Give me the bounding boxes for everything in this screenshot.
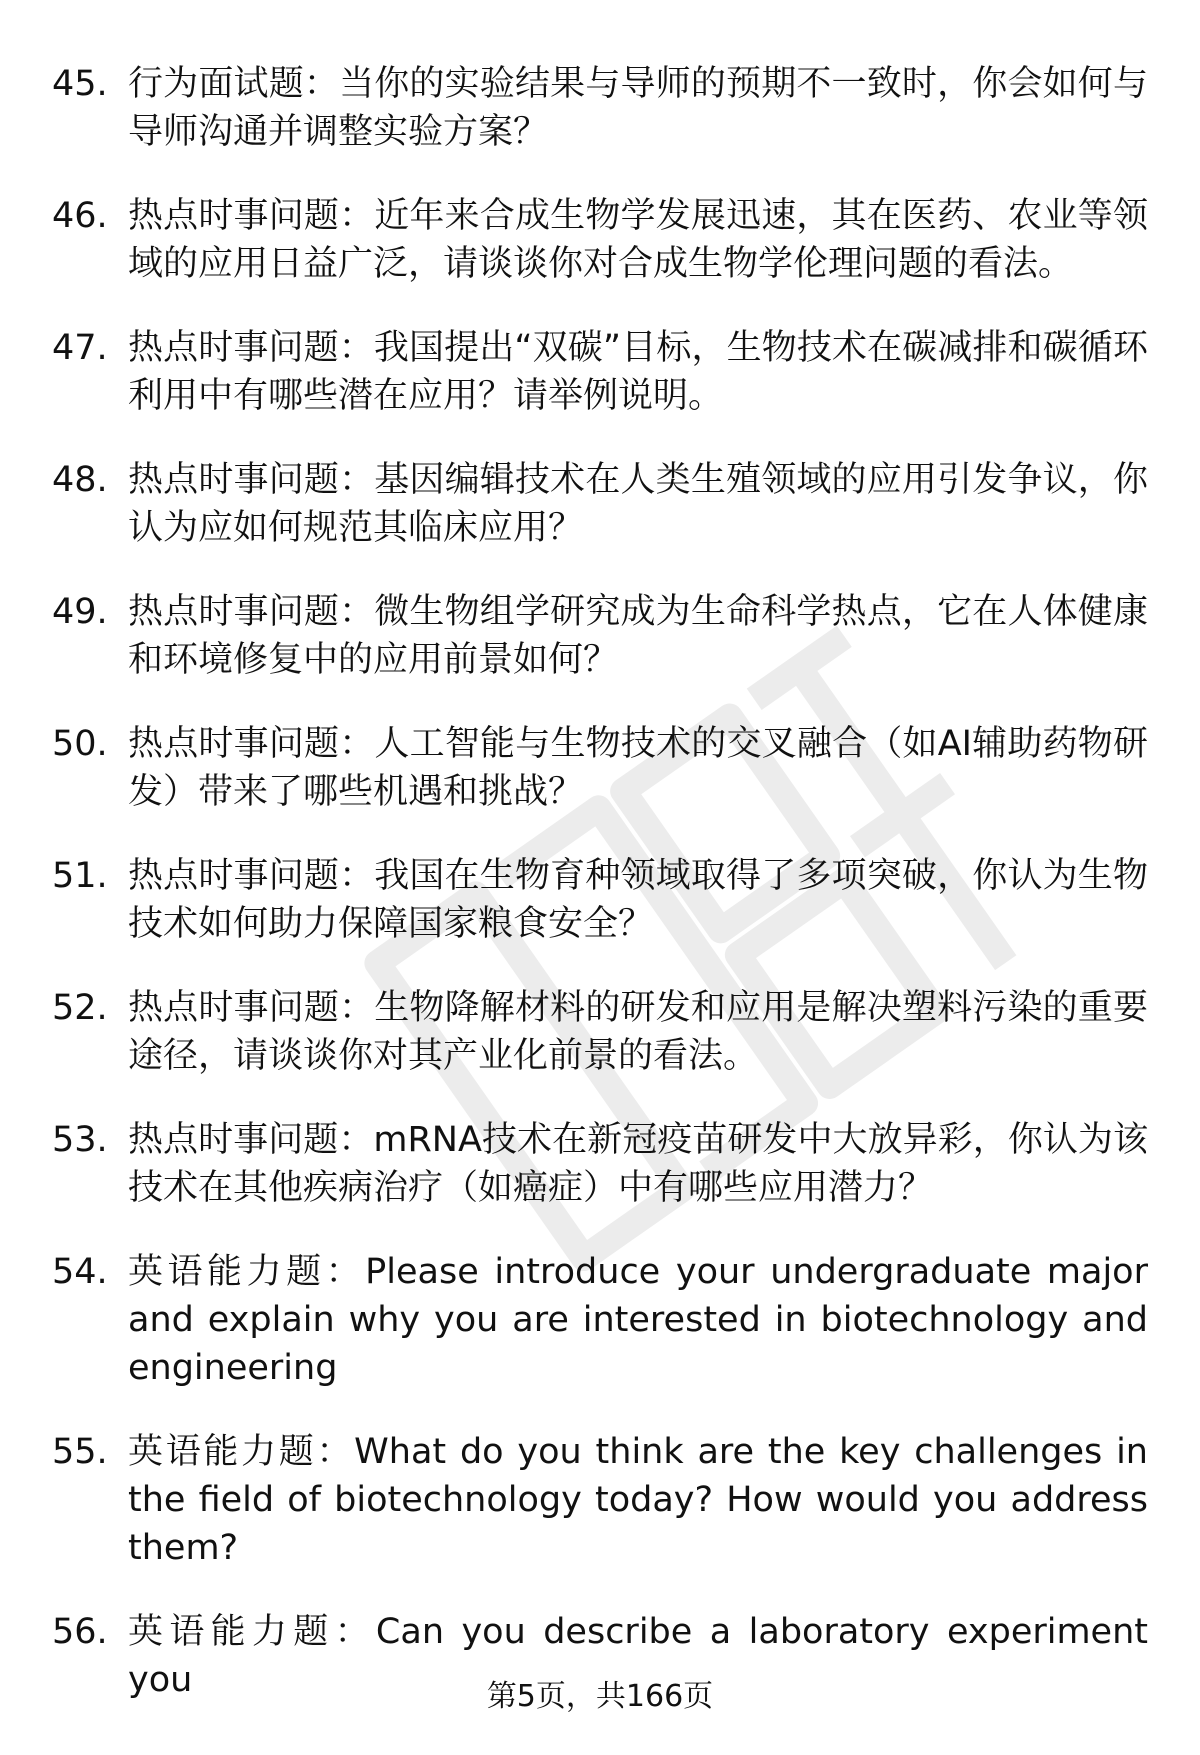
question-text: 热点时事问题：微生物组学研究成为生命科学热点，它在人体健康和环境修复中的应用前景如何？ [128,592,1148,680]
question-number: 53. [52,1120,108,1160]
question-text: 热点时事问题：mRNA技术在新冠疫苗研发中大放异彩，你认为该技术在其他疾病治疗（如癌症）中有哪些应用潜力？ [128,1120,1148,1208]
question-item-47 [0,324,1200,420]
question-number: 52. [52,988,108,1028]
question-item-54 [0,1248,1200,1392]
question-text: 热点时事问题：我国提出“双碳”目标，生物技术在碳减排和碳循环利用中有哪些潜在应用？请举例说明。 [128,328,1148,416]
question-text: 热点时事问题：近年来合成生物学发展迅速，其在医药、农业等领域的应用日益广泛，请谈谈你对合成生物学伦理问题的看法。 [128,196,1148,284]
question-item-49 [0,588,1200,684]
question-text: 热点时事问题：我国在生物育种领域取得了多项突破，你认为生物技术如何助力保障国家粮食安全？ [128,856,1148,944]
question-text: 英语能力题：What do you think are the key challenges in the field of biotechnology today? How would you address them? [128,1432,1148,1568]
question-number: 48. [52,460,108,500]
question-item-52 [0,984,1200,1080]
question-number: 51. [52,856,108,896]
question-item-55 [0,1428,1200,1572]
question-number: 49. [52,592,108,632]
question-number: 55. [52,1432,108,1472]
question-number: 46. [52,196,108,236]
question-text: 热点时事问题：生物降解材料的研发和应用是解决塑料污染的重要途径，请谈谈你对其产业化前景的看法。 [128,988,1148,1076]
question-text: 热点时事问题：基因编辑技术在人类生殖领域的应用引发争议，你认为应如何规范其临床应用？ [128,460,1148,548]
question-number: 54. [52,1252,108,1292]
question-item-48 [0,456,1200,552]
question-number: 50. [52,724,108,764]
question-number: 45. [52,64,108,104]
question-number: 56. [52,1612,108,1652]
question-item-51 [0,852,1200,948]
question-list [0,60,1200,1740]
question-item-53 [0,1116,1200,1212]
question-text: 行为面试题：当你的实验结果与导师的预期不一致时，你会如何与导师沟通并调整实验方案？ [128,64,1148,152]
question-item-46 [0,192,1200,288]
question-item-45 [0,60,1200,156]
question-text: 热点时事问题：人工智能与生物技术的交叉融合（如AI辅助药物研发）带来了哪些机遇和挑战？ [128,724,1148,812]
question-number: 47. [52,328,108,368]
question-text: 英语能力题：Please introduce your undergraduate major and explain why you are interested in biotechnology and engineering [128,1252,1148,1388]
question-item-50 [0,720,1200,816]
question-text: 英语能力题：Can you describe a laboratory experiment you [128,1612,1148,1700]
page-footer: 第5页，共166页 [486,1679,714,1714]
